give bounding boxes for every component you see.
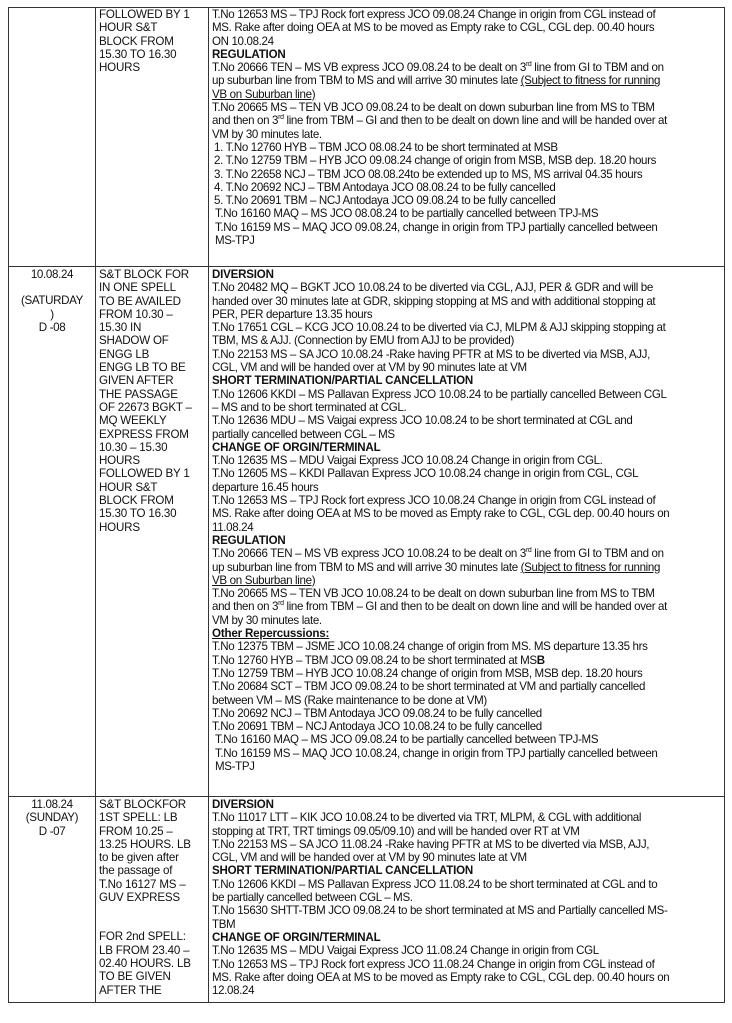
- day: (SATURDAY: [20, 294, 84, 308]
- detail-line: T.No 12759 TBM – HYB JCO 10.08.24 change of origin from MSB, MSB dep. 18.20 hours: [212, 666, 643, 680]
- date-cell: [9, 267, 96, 797]
- detail-line: T.No 12606 KKDI – MS Pallavan Express JCO 11.08.24 to be short terminated at CGL and to: [212, 877, 658, 891]
- detail-line: T.No 15630 SHTT-TBM JCO 09.08.24 to be short terminated at MS and Partially cancelled MS-: [212, 904, 668, 918]
- detail-line: T.No 12635 MS – MDU Vaigai Express JCO 11.08.24 Change in origin from CGL: [212, 944, 599, 958]
- detail-line: MS-TPJ: [214, 759, 255, 773]
- details-cell: [209, 267, 725, 797]
- detail-line: stopping at TRT, TRT timings 09.05/09.10) and will be handed over RT at VM: [212, 824, 580, 838]
- change-of-origin-heading: CHANGE OF ORGIN/TERMINAL: [212, 440, 381, 454]
- block-line: FOLLOWED BY 1: [99, 8, 190, 21]
- block-line: HOURS: [99, 61, 140, 75]
- detail-line: departure 16.45 hours: [212, 480, 319, 494]
- block-line: IN ONE SPELL: [99, 281, 176, 295]
- day-count: D -07: [38, 824, 66, 838]
- block-line: HOURS: [99, 454, 140, 468]
- list-item: 1. T.No 12760 HYB – TBM JCO 08.08.24 to be short terminated at MSB: [213, 140, 558, 154]
- diversion-heading: DIVERSION: [212, 268, 274, 281]
- underlined-note: (Subject to fitness for running: [520, 560, 661, 574]
- detail-line: between VM – MS (Rake maintenance to be done at VM): [212, 693, 487, 707]
- date-cell: [9, 8, 96, 267]
- list-item: 4. T.No 20692 NCJ – TBM Antodaya JCO 08.08.24 to be fully cancelled: [213, 180, 556, 194]
- bold-text: B: [536, 653, 545, 667]
- block-line: the passage of: [99, 864, 173, 878]
- detail-line: T.No 20684 SCT – TBM JCO 09.08.24 to be short terminated at VM and partially cancelled: [212, 680, 646, 694]
- text: line from TBM – GI and then to be dealt on down line and will be handed over at: [283, 114, 668, 128]
- block-line: T.No 16127 MS –: [99, 877, 186, 891]
- superscript: rd: [278, 600, 284, 608]
- date: 10.08.24: [30, 268, 74, 281]
- text: up suburban line from TBM to MS and will arrive 30 minutes late: [212, 74, 521, 88]
- detail-line: T.No 22153 MS – SA JCO 10.08.24 -Rake having PFTR at MS to be diverted via MSB, AJJ,: [212, 347, 650, 361]
- detail-line: MS. Rake after doing OEA at MS to be moved as Empty rake to CGL, CGL dep. 00.40 hours: [212, 21, 655, 35]
- block-cell: [96, 8, 209, 267]
- text: T.No 12760 HYB – TBM JCO 09.08.24 to be short terminated at MS: [212, 653, 537, 667]
- detail-line: be partially cancelled between CGL – MS.: [212, 891, 413, 905]
- detail-line: CGL, VM and will be handed over at VM by 90 minutes late at VM: [212, 361, 527, 375]
- text: and then on 3: [212, 600, 279, 614]
- detail-line: TBM: [212, 917, 236, 931]
- detail-line: [212, 61, 719, 74]
- details-cell: [209, 797, 725, 1003]
- block-line: 02.40 HOURS. LB: [99, 956, 191, 970]
- detail-line: PER, PER departure 13.35 hours: [212, 307, 373, 321]
- block-line: LB FROM 23.40 –: [99, 943, 190, 957]
- block-line: 13.25 HOURS. LB: [99, 837, 191, 851]
- block-line: GUV EXPRESS: [99, 891, 180, 905]
- superscript: rd: [525, 61, 532, 69]
- detail-line: MS-TPJ: [214, 234, 255, 248]
- block-line: 10.30 – 15.30: [99, 440, 168, 454]
- detail-line: T.No 12653 MS – TPJ Rock fort express JCO 09.08.24 Change in origin from CGL instead of: [212, 8, 656, 21]
- detail-line: T.No 17651 CGL – KCG JCO 10.08.24 to be diverted via CJ, MLPM & AJJ skipping stopping at: [212, 321, 666, 335]
- detail-line: [212, 547, 719, 560]
- text: T.No 20666 TEN – MS VB express JCO 10.08.24 to be dealt on 3: [212, 547, 526, 561]
- block-line: HOURS: [99, 520, 140, 534]
- detail-line: 11.08.24: [212, 520, 254, 534]
- underlined-note: VB on Suburban line): [212, 87, 316, 101]
- detail-line: T.No 16160 MAQ – MS JCO 08.08.24 to be partially cancelled between TPJ-MS: [214, 207, 599, 221]
- detail-line: [212, 561, 719, 574]
- detail-line: T.No 12653 MS – TPJ Rock fort express JCO 10.08.24 Change in origin from CGL instead of: [212, 494, 656, 508]
- detail-line: [212, 600, 719, 613]
- table-row: [9, 8, 725, 267]
- block-cell: [96, 797, 209, 1003]
- change-of-origin-heading: CHANGE OF ORGIN/TERMINAL: [212, 930, 381, 944]
- details-cell: [209, 8, 725, 267]
- underlined-note: (Subject to fitness for running: [520, 74, 661, 88]
- detail-line: T.No 12605 MS – KKDI Pallavan Express JCO 10.08.24 change in origin from CGL, CGL: [212, 467, 639, 481]
- detail-line: T.No 22153 MS – SA JCO 11.08.24 -Rake having PFTR at MS to be diverted via MSB, AJJ,: [212, 837, 650, 851]
- detail-line: T.No 12606 KKDI – MS Pallavan Express JCO 10.08.24 to be partially cancelled Between CGL: [212, 387, 667, 401]
- block-line: THE PASSAGE: [99, 387, 178, 401]
- block-line: TO BE AVAILED: [99, 294, 181, 308]
- detail-line: VM by 30 minutes late.: [212, 127, 322, 141]
- detail-line: VM by 30 minutes late.: [212, 613, 322, 627]
- detail-line: handed over 30 minutes late at GDR, skipping stopping at MS and with additional stopping at: [212, 294, 656, 308]
- detail-line: – MS and to be short terminated at CGL.: [212, 400, 407, 414]
- diversion-heading: DIVERSION: [212, 798, 274, 811]
- block-line: FROM 10.25 –: [99, 824, 173, 838]
- block-line: GIVEN AFTER: [99, 374, 174, 388]
- detail-line: MS. Rake after doing OEA at MS to be moved as Empty rake to CGL, CGL dep. 00.40 hours on: [212, 507, 670, 521]
- detail-line: T.No 20482 MQ – BGKT JCO 10.08.24 to be diverted via CGL, AJJ, PER & GDR and will be: [212, 281, 653, 295]
- detail-line: [212, 74, 719, 87]
- block-line: TO BE GIVEN: [99, 970, 171, 984]
- text: line from TBM – GI and then to be dealt on down line and will be handed over at: [283, 600, 668, 614]
- detail-line: T.No 12653 MS – TPJ Rock fort express JCO 11.08.24 Change in origin from CGL instead of: [212, 957, 655, 971]
- detail-line: MS. Rake after doing OEA at MS to be moved as Empty rake to CGL, CGL dep. 00.40 hours on: [212, 970, 670, 984]
- block-cell: [96, 267, 209, 797]
- block-line: ENGG LB: [99, 347, 150, 361]
- block-line: OF 22673 BGKT –: [99, 400, 192, 414]
- block-line: to be given after: [99, 851, 179, 865]
- detail-line: T.No 16159 MS – MAQ JCO 10.08.24, change in origin from TPJ partially cancelled between: [214, 746, 658, 760]
- table-row: [9, 797, 725, 1003]
- detail-line: T.No 16159 MS – MAQ JCO 09.08.24, change in origin from TPJ partially cancelled between: [214, 220, 658, 234]
- detail-line: T.No 20692 NCJ – TBM Antodaya JCO 09.08.24 to be fully cancelled: [212, 706, 542, 720]
- text: line from GI to TBM and on: [531, 61, 664, 75]
- short-termination-heading: SHORT TERMINATION/PARTIAL CANCELLATION: [212, 374, 473, 388]
- detail-line: partially cancelled between CGL – MS: [212, 427, 395, 441]
- block-line: MQ WEEKLY: [99, 414, 167, 428]
- block-line: FOR 2nd SPELL:: [99, 930, 186, 944]
- block-line: AFTER THE: [99, 983, 162, 997]
- text: T.No 20666 TEN – MS VB express JCO 09.08.24 to be dealt on 3: [212, 61, 526, 75]
- block-line: HOUR S&T: [99, 21, 158, 35]
- list-item: 5. T.No 20691 TBM – NCJ Antodaya JCO 09.08.24 to be fully cancelled: [213, 194, 556, 208]
- block-line: EXPRESS FROM: [99, 427, 189, 441]
- regulation-heading: REGULATION: [212, 47, 286, 61]
- detail-line: T.No 12375 TBM – JSME JCO 10.08.24 change of origin from MS. MS departure 13.35 hrs: [212, 640, 648, 654]
- block-line: S&T BLOCKFOR: [99, 798, 186, 811]
- block-line: SHADOW OF: [99, 334, 169, 348]
- block-line: FROM 10.30 –: [99, 307, 173, 321]
- detail-line: 12.08.24: [212, 984, 255, 998]
- other-repercussions-heading: Other Repercussions:: [212, 627, 330, 641]
- detail-line: T.No 16160 MAQ – MS JCO 09.08.24 to be partially cancelled between TPJ-MS: [214, 733, 599, 747]
- detail-line: T.No 12635 MS – MDU Vaigai Express JCO 10.08.24 Change in origin from CGL.: [212, 454, 603, 468]
- detail-line: T.No 20691 TBM – NCJ Antodaya JCO 10.08.24 to be fully cancelled: [212, 720, 542, 734]
- table-row: [9, 267, 725, 797]
- text: and then on 3: [212, 114, 279, 128]
- schedule-table: [8, 7, 725, 1003]
- text: line from GI to TBM and on: [531, 547, 664, 561]
- block-line: BLOCK FROM: [99, 494, 174, 508]
- block-line: BLOCK FROM: [99, 34, 174, 48]
- detail-line: T.No 20665 MS – TEN VB JCO 09.08.24 to be dealt on down suburban line from MS to TBM: [212, 101, 655, 115]
- detail-line: CGL, VM and will be handed over at VM by 90 minutes late at VM: [212, 851, 527, 865]
- detail-line: [212, 654, 719, 667]
- detail-line: T.No 20665 MS – TEN VB JCO 10.08.24 to be dealt on down suburban line from MS to TBM: [212, 587, 655, 601]
- detail-line: [212, 114, 719, 127]
- superscript: rd: [525, 547, 532, 555]
- day: (SUNDAY): [25, 811, 79, 825]
- list-item: 3. T.No 22658 NCJ – TBM JCO 08.08.24to be extended up to MS, MS arrival 04.35 hours: [213, 167, 643, 181]
- date: 11.08.24: [31, 798, 73, 811]
- block-line: FOLLOWED BY 1: [99, 467, 190, 481]
- detail-line: ON 10.08.24: [212, 34, 274, 48]
- short-termination-heading: SHORT TERMINATION/PARTIAL CANCELLATION: [212, 864, 473, 878]
- block-line: S&T BLOCK FOR: [99, 268, 189, 281]
- block-line: 15.30 IN: [99, 321, 142, 335]
- block-line: 15.30 TO 16.30: [99, 47, 177, 61]
- day: ): [50, 307, 54, 321]
- list-item: 2. T.No 12759 TBM – HYB JCO 09.08.24 change of origin from MSB, MSB dep. 18.20 hours: [213, 154, 657, 168]
- regulation-heading: REGULATION: [212, 533, 286, 547]
- block-line: 15.30 TO 16.30: [99, 507, 177, 521]
- date-cell: [9, 797, 96, 1003]
- underlined-note: VB on Suburban line): [212, 573, 316, 587]
- block-line: HOUR S&T: [99, 480, 158, 494]
- detail-line: TBM, MS & AJJ. (Connection by EMU from AJJ to be provided): [212, 334, 514, 348]
- superscript: rd: [278, 114, 284, 122]
- block-line: ENGG LB TO BE: [99, 361, 186, 375]
- block-line: 1ST SPELL: LB: [99, 811, 178, 825]
- numbered-list: [212, 141, 721, 207]
- day-count: D -08: [38, 320, 66, 334]
- detail-line: T.No 12636 MDU – MS Vaigai express JCO 10.08.24 to be short terminated at CGL and: [212, 414, 633, 428]
- detail-line: T.No 11017 LTT – KIK JCO 10.08.24 to be diverted via TRT, MLPM, & CGL with additional: [212, 811, 642, 825]
- text: up suburban line from TBM to MS and will arrive 30 minutes late: [212, 560, 521, 574]
